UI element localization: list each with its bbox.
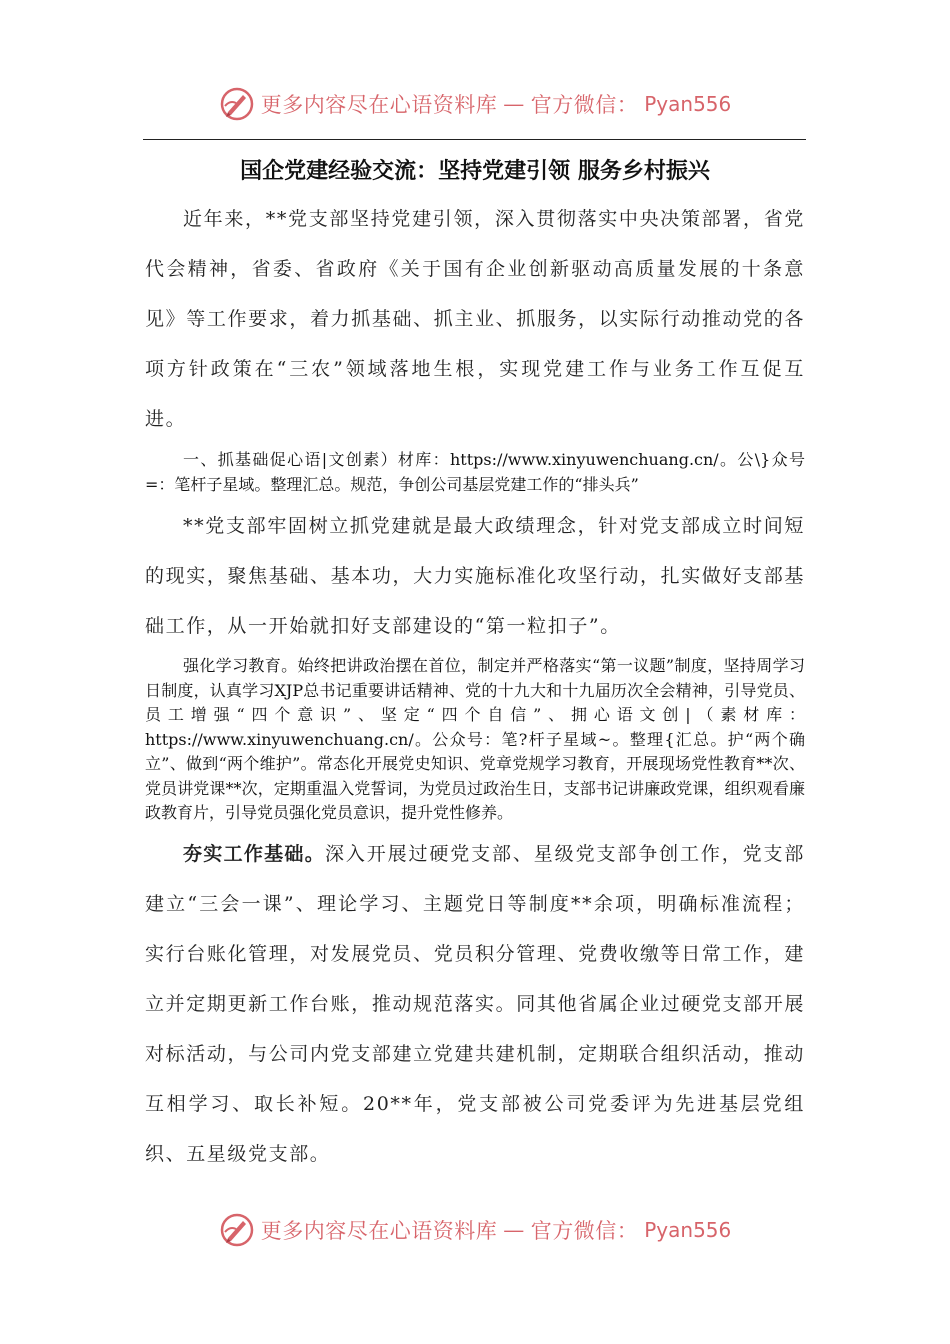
foundation-body: 深入开展过硬党支部、星级党支部争创工作，党支部建立“三会一课”、理论学习、主题党日等制度**余项，明确标准流程；实行台账化管理，对发展党员、党员积分管理、党费收缴等日常工作，建立并定期更新工作台账，推动规范落实。同其他省属企业过硬党支部开展对标活动，与公司内党支部建立党建共建机制，定期联合组织活动，推动互相学习、取长补短。20**年，党支部被公司党委评为先进基层党组织、五星级党支部。 [145,842,805,1165]
watermark-banner-bottom [0,1208,950,1252]
watermark-banner-top [0,82,950,126]
watermark-contact: 官方微信： [530,1219,639,1243]
foundation-paragraph [145,829,805,1179]
watermark-contact: 官方微信： [530,93,639,117]
foundation-lead: 夯实工作基础。 [183,842,325,865]
document-body [145,150,805,1179]
intro-paragraph: 近年来，**党支部坚持党建引领，深入贯彻落实中央决策部署，省党代会精神，省委、省政府《关于国有企业创新驱动高质量发展的十条意见》等工作要求，着力抓基础、抓主业、抓服务，以实际行动推动党的各项方针政策在“三农”领域落地生根，实现党建工作与业务工作互促互进。 [145,208,805,430]
pen-logo-icon [219,86,255,122]
watermark-wechat-id: Pyan556 [644,92,732,116]
header-rule [143,139,806,140]
watermark-separator: — [503,92,525,116]
section-1-heading: 一、抓基础促心语|文创素）材库：https://www.xinyuwenchuang.cn/。公\}众号=：笔杆子星域。整理汇总。规范，争创公司基层党建工作的“排头兵” [145,450,805,494]
watermark-wechat-id: Pyan556 [644,1218,732,1242]
document-title: 国企党建经验交流：坚持党建引领 服务乡村振兴 [240,159,710,184]
watermark-text: 更多内容尽在心语资料库 [260,93,498,117]
study-paragraph: 强化学习教育。始终把讲政治摆在首位，制定并严格落实“第一议题”制度，坚持周学习日制度，认真学习XJP总书记重要讲话精神、党的十九大和十九届历次全会精神，引导党员、员工增强“四个意识”、坚定“四个自信”、拥心语文创|（素材库：https://www.xinyuwenchuang.cn/。公众号：笔?杆子星域~。整理{汇总。护“两个确立”、做到“两个维护”。常态化开展党史知识、党章党规学习教育，开展现场党性教育**次、党员讲党课**次，定期重温入党誓词，为党员过政治生日，支部书记讲廉政党课，组织观看廉政教育片，引导党员强化党员意识，提升党性修养。 [145,656,805,822]
watermark-text: 更多内容尽在心语资料库 [260,1219,498,1243]
watermark-separator: — [503,1218,525,1242]
pen-logo-icon [219,1212,255,1248]
section-1-body: **党支部牢固树立抓党建就是最大政绩理念，针对党支部成立时间短的现实，聚焦基础、基本功，大力实施标准化攻坚行动，扎实做好支部基础工作，从一开始就扣好支部建设的“第一粒扣子”。 [145,515,805,637]
